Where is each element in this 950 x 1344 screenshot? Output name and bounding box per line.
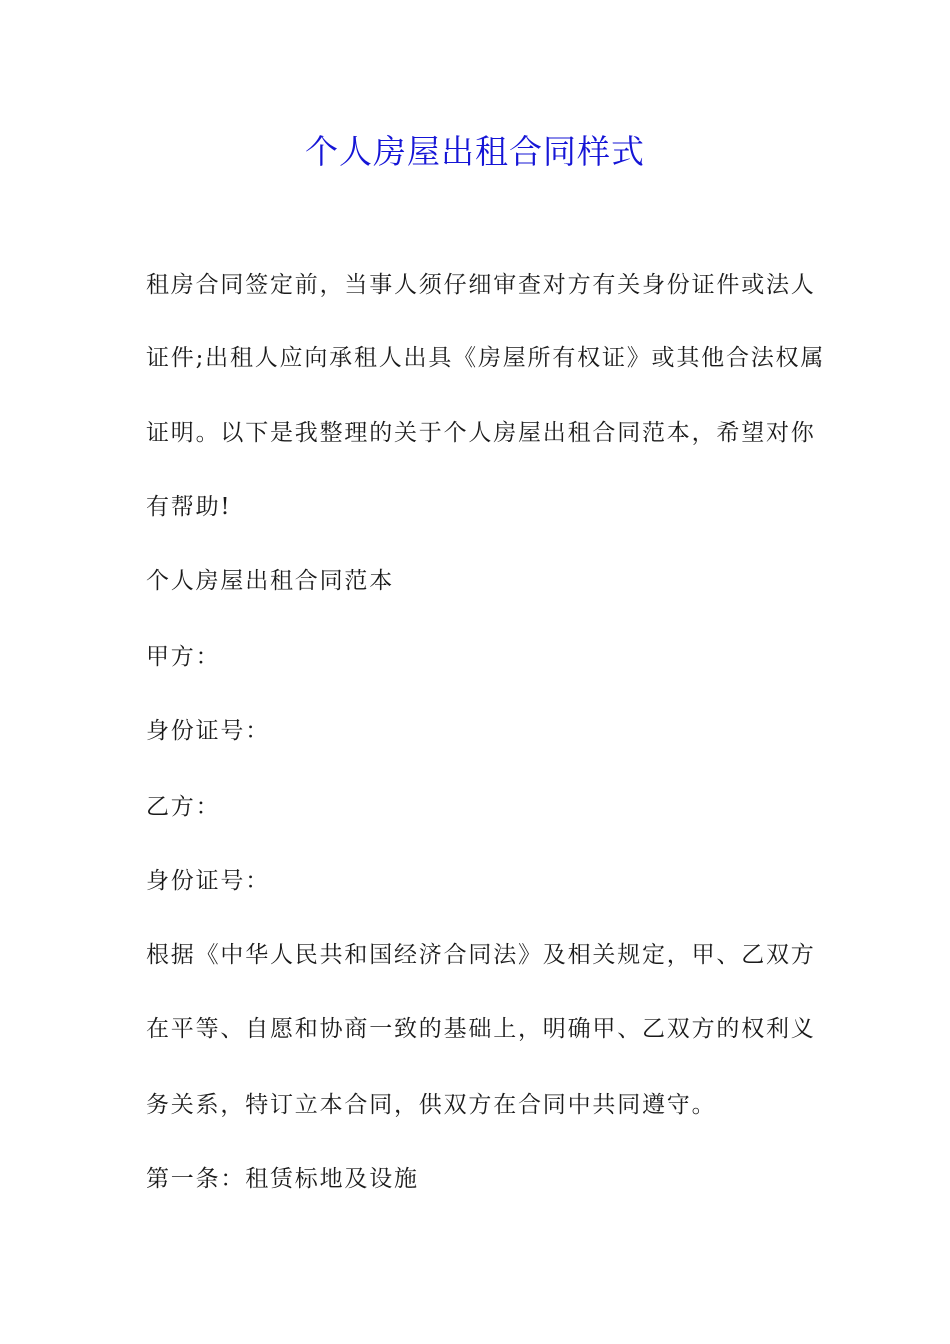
party-b-id-label: 身份证号： xyxy=(146,868,270,894)
intro-paragraph-line: 有帮助! xyxy=(146,494,232,520)
basis-paragraph-line: 在平等、自愿和协商一致的基础上，明确甲、乙双方的权利义 xyxy=(146,1016,816,1042)
intro-paragraph-line: 租房合同签定前，当事人须仔细审查对方有关身份证件或法人 xyxy=(146,272,816,298)
article-1-heading: 第一条：租赁标地及设施 xyxy=(146,1166,419,1192)
party-a-label: 甲方： xyxy=(146,644,221,670)
document-title: 个人房屋出租合同样式 xyxy=(305,132,645,171)
party-a-id-label: 身份证号： xyxy=(146,718,270,744)
party-b-label: 乙方： xyxy=(146,794,221,820)
basis-paragraph-line: 务关系，特订立本合同，供双方在合同中共同遵守。 xyxy=(146,1092,717,1118)
intro-paragraph-line: 证明。以下是我整理的关于个人房屋出租合同范本，希望对你 xyxy=(146,420,816,446)
sample-heading: 个人房屋出租合同范本 xyxy=(146,568,394,594)
basis-paragraph-line: 根据《中华人民共和国经济合同法》及相关规定，甲、乙双方 xyxy=(146,942,816,968)
intro-paragraph-line: 证件;出租人应向承租人出具《房屋所有权证》或其他合法权属 xyxy=(146,345,826,371)
